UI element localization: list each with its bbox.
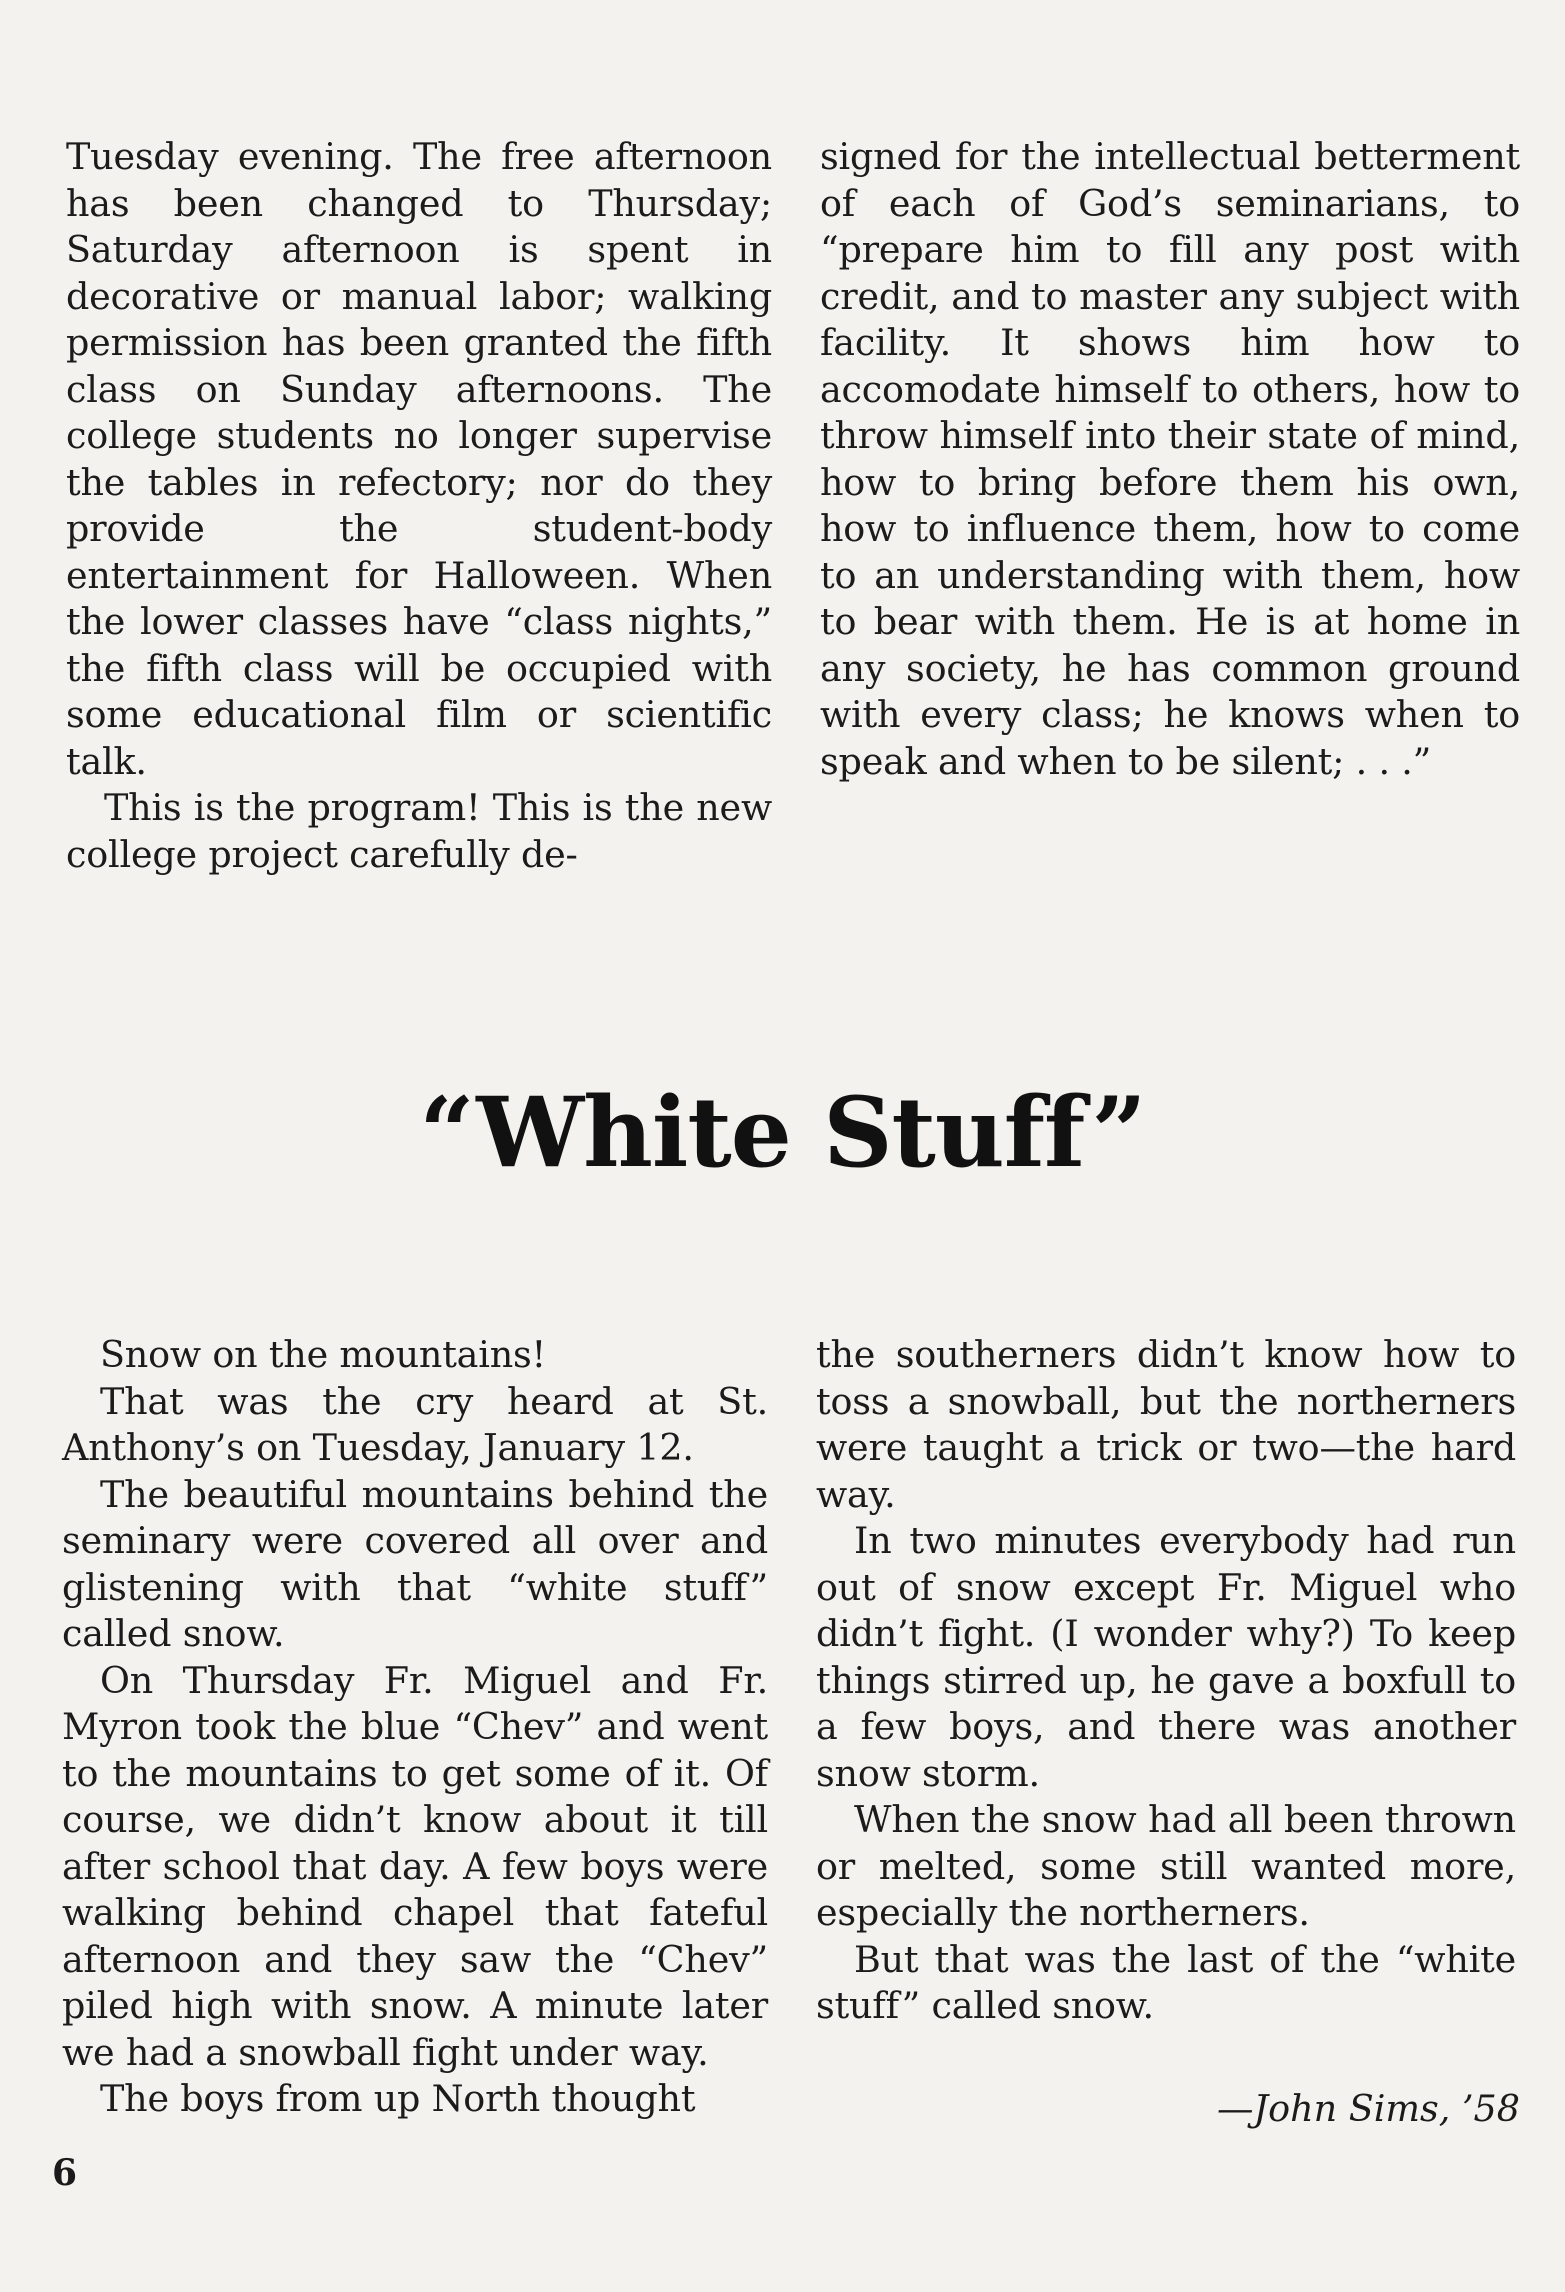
story-right-column: [816, 1332, 1516, 2030]
paragraph: Tuesday evening. The free afternoon has been changed to Thursday; Saturday afternoon is spent in decorative or manual labor; walking permission has been granted the fifth class on Sunday afternoons. The college students no longer supervise the tables in refectory; nor do they provide the student-body entertainment for Halloween. When the lower classes have “class nights,” the fifth class will be occupied with some educational film or scientific talk.: [66, 135, 772, 783]
page-number: 6: [52, 2152, 78, 2194]
paragraph: On Thursday Fr. Miguel and Fr. Myron took the blue “Chev” and went to the mountains to get some of it. Of course, we didn’t know about it till after school that day. A few boys were walking behind chapel that fateful afternoon and they saw the “Chev” piled high with snow. A minute later we had a snowball fight under way.: [62, 1658, 768, 2074]
paragraph: The boys from up North thought: [100, 2077, 696, 2120]
paragraph: But that was the last of the “white stuff” called snow.: [816, 1937, 1516, 2027]
paragraph: Snow on the mountains!: [100, 1333, 547, 1376]
paragraph: the southerners didn’t know how to toss a snowball, but the northerners were taught a trick or two—the hard way.: [816, 1333, 1516, 1516]
paragraph: That was the cry heard at St. Anthony’s on Tuesday, January 12.: [62, 1379, 768, 1469]
story-title: “White Stuff”: [419, 1076, 1146, 1189]
author-byline: —John Sims, ’58: [1217, 2087, 1520, 2130]
paragraph: The beautiful mountains behind the seminary were covered all over and glistening with that “white stuff” called snow.: [62, 1472, 768, 1655]
paragraph: signed for the intellectual betterment of each of God’s seminarians, to “prepare him to fill any post with credit, and to master any subject with facility. It shows him how to accomodate himself to others, how to throw himself into their state of mind, how to bring before them his own, how to influence them, how to come to an understanding with them, how to bear with them. He is at home in any society, he has common ground with every class; he knows when to speak and when to be silent; . . .”: [820, 135, 1520, 783]
story-left-column: [62, 1332, 768, 2123]
article-right-column: [820, 134, 1520, 785]
article-left-column: [66, 134, 772, 878]
paragraph: This is the program! This is the new college project carefully de-: [66, 786, 772, 876]
paragraph: When the snow had all been thrown or melted, some still wanted more, especially the northerners.: [816, 1798, 1516, 1934]
paragraph: In two minutes everybody had run out of snow except Fr. Miguel who didn’t fight. (I wonder why?) To keep things stirred up, he gave a boxfull to a few boys, and there was another snow storm.: [816, 1519, 1516, 1795]
